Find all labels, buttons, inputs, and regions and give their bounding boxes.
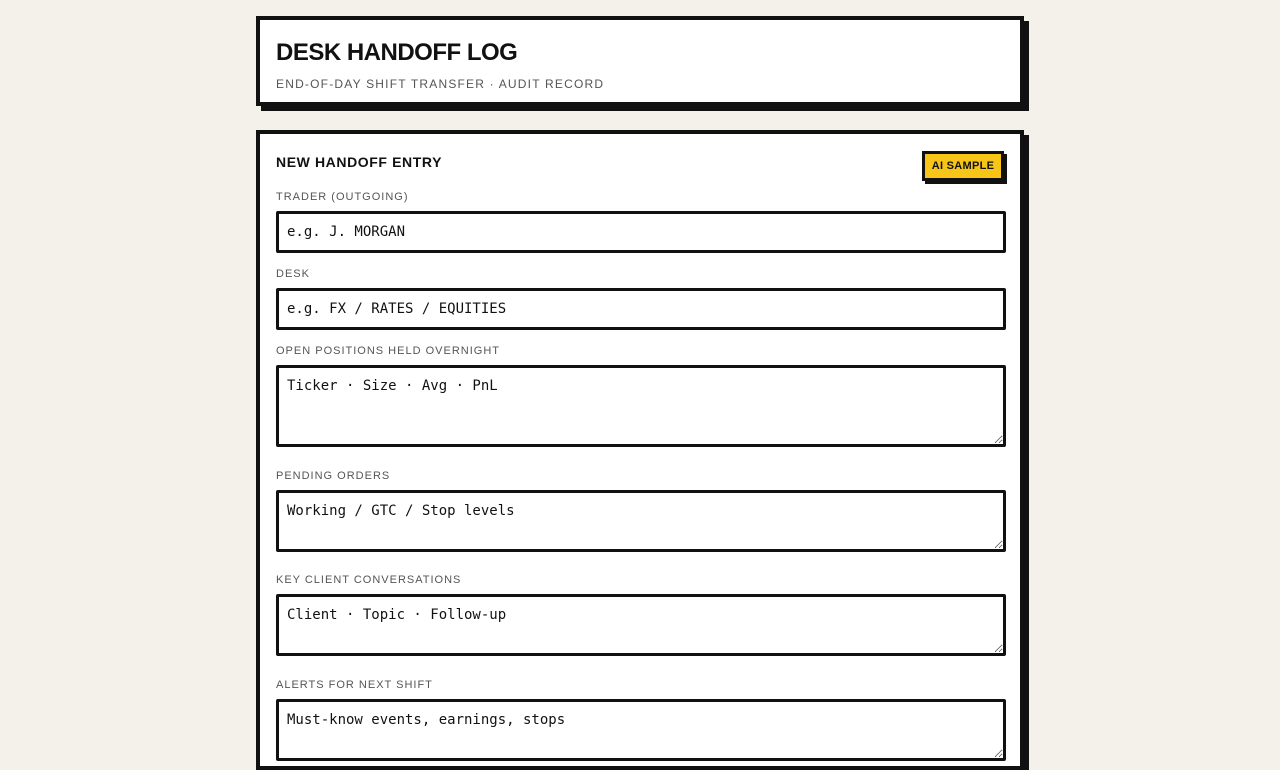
desk-label: DESK <box>276 268 310 280</box>
desk-input[interactable] <box>276 288 1006 330</box>
clients-label: KEY CLIENT CONVERSATIONS <box>276 574 462 586</box>
form-title: NEW HANDOFF ENTRY <box>276 154 443 170</box>
trader-label: TRADER (OUTGOING) <box>276 191 409 203</box>
desk-field <box>276 267 1006 330</box>
trader-input[interactable] <box>276 211 1006 253</box>
clients-textarea[interactable] <box>276 594 1006 656</box>
orders-textarea[interactable] <box>276 490 1006 552</box>
positions-field <box>276 344 1006 447</box>
handoff-form-card <box>256 130 1024 770</box>
orders-field <box>276 469 1006 552</box>
ai-sample-button[interactable]: AI SAMPLE <box>922 151 1004 181</box>
trader-field <box>276 190 1006 253</box>
orders-label: PENDING ORDERS <box>276 470 391 482</box>
page-title: DESK HANDOFF LOG <box>276 39 518 66</box>
page-subtitle: END-OF-DAY SHIFT TRANSFER · AUDIT RECORD <box>276 77 605 91</box>
positions-label: OPEN POSITIONS HELD OVERNIGHT <box>276 345 500 357</box>
header-card <box>256 16 1024 106</box>
positions-textarea[interactable] <box>276 365 1006 447</box>
alerts-textarea[interactable] <box>276 699 1006 761</box>
alerts-label: ALERTS FOR NEXT SHIFT <box>276 679 433 691</box>
clients-field <box>276 573 1006 656</box>
